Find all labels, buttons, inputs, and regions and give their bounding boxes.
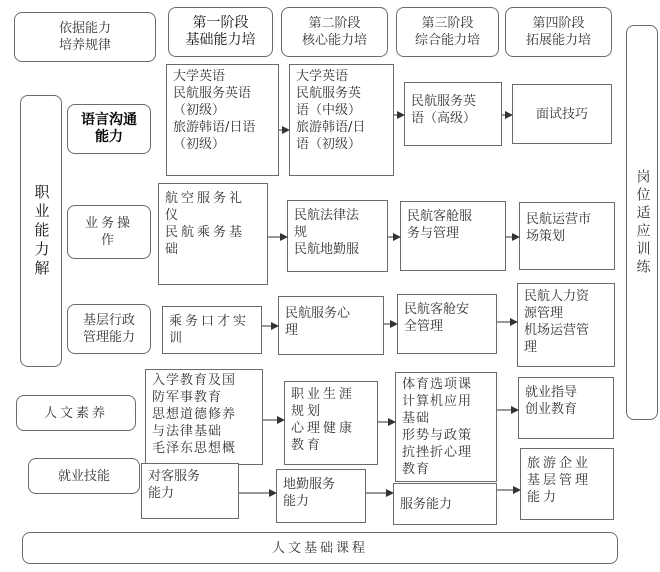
- course-line: 教育: [402, 462, 431, 477]
- business-stage4-courses: [519, 202, 615, 270]
- stage3-line2: 综合能力培: [414, 33, 480, 48]
- row-business-label-line1: 业务操: [84, 216, 133, 231]
- course-line: 民航地勤服: [294, 242, 360, 257]
- course-line: 大学英语: [296, 69, 349, 84]
- employment-stage2-courses: [276, 469, 366, 523]
- row-admin-label-line2: 管理能力: [82, 330, 135, 345]
- stage4-line2: 拓展能力培: [525, 33, 591, 48]
- training-law-line1: 依据能力: [58, 21, 111, 36]
- language-stage3-courses: [404, 82, 502, 146]
- stage2-header: [281, 7, 388, 57]
- course-line: 服务能力: [400, 497, 453, 512]
- course-line: 思想道德修养: [152, 407, 237, 422]
- course-line: 心理健康: [291, 421, 356, 436]
- row-business-label-line2: 作: [100, 233, 117, 248]
- stage1-line2: 基础能力培: [185, 32, 256, 48]
- row-language-label: [67, 104, 151, 154]
- employment-stage3-courses: [393, 483, 497, 525]
- course-line: 体育选项课: [402, 377, 473, 392]
- row-language-label-line2: 能力: [95, 129, 123, 145]
- course-line: 场策划: [526, 229, 566, 244]
- stage2-line1: 第二阶段: [308, 16, 361, 31]
- course-line: 民航客舱服: [407, 209, 473, 224]
- course-line: 仪: [165, 208, 182, 223]
- stage4-header: [505, 7, 612, 57]
- course-line: 础: [165, 242, 182, 257]
- business-stage3-courses: [400, 201, 506, 271]
- course-line: 面试技巧: [535, 106, 588, 122]
- humanities-foundation-courses-bar: [22, 532, 618, 564]
- course-line: 民航法律法: [294, 208, 360, 223]
- course-line: （初级）: [173, 137, 226, 152]
- course-line: 大学英语: [173, 69, 226, 84]
- training-law-line2: 培养规律: [58, 38, 111, 53]
- stage2-line2: 核心能力培: [301, 33, 367, 48]
- career-ability-label: [20, 95, 62, 367]
- course-line: 形势与政策: [402, 428, 473, 443]
- business-stage1-courses: [158, 183, 268, 285]
- course-line: 民航客舱安: [404, 302, 470, 317]
- course-line: 入学教育及国: [152, 373, 237, 388]
- row-business-label: [67, 205, 151, 259]
- course-line: 语（高级）: [411, 111, 477, 126]
- row-employment-label: [28, 458, 140, 494]
- language-stage1-courses: [166, 64, 279, 176]
- humanities-stage3-courses: [395, 372, 497, 482]
- course-line: 务与管理: [407, 226, 460, 241]
- course-line: 乘务口才实: [169, 314, 250, 329]
- stage3-header: [396, 7, 499, 57]
- course-line: 语（中级）: [296, 103, 362, 118]
- course-line: 机场运营管: [524, 323, 590, 338]
- course-line: 能力: [527, 490, 560, 505]
- course-line: 基础: [402, 411, 431, 426]
- admin-stage1-courses: [162, 306, 262, 354]
- admin-stage2-courses: [278, 296, 384, 355]
- course-line: 创业教育: [525, 402, 578, 417]
- stage4-line1: 第四阶段: [532, 16, 585, 31]
- job-adaptation-text: 岗位适应训练: [634, 168, 651, 277]
- course-line: 毛泽东思想概: [152, 441, 237, 456]
- admin-stage3-courses: [397, 294, 497, 354]
- language-stage2-courses: [289, 64, 394, 176]
- footer-text: 人文基础课程: [271, 540, 368, 556]
- course-line: 航空服务礼: [165, 191, 246, 206]
- stage3-line1: 第三阶段: [421, 16, 474, 31]
- course-line: 民航服务英: [296, 86, 362, 101]
- career-ability-text: 职业能力解: [32, 183, 51, 279]
- row-humanities-label: [16, 395, 136, 431]
- row-language-label-line1: 语言沟通: [81, 112, 137, 128]
- course-line: 能力: [148, 486, 175, 501]
- course-line: 理: [524, 340, 538, 355]
- course-line: 旅游韩语/日语: [173, 120, 256, 135]
- course-line: 民航人力资: [524, 289, 590, 304]
- course-line: 对客服务: [148, 469, 201, 484]
- row-admin-label: [67, 304, 151, 354]
- course-line: 民航服务心: [285, 306, 351, 321]
- row-admin-label-line1: 基层行政: [82, 313, 135, 328]
- course-line: 基层管理: [527, 473, 592, 488]
- row-humanities-label-text: 人文素养: [43, 405, 108, 421]
- course-line: 教育: [291, 438, 324, 453]
- course-line: 规: [294, 225, 308, 240]
- employment-stage4-courses: [520, 448, 614, 520]
- stage1-header: [168, 7, 273, 57]
- course-line: 源管理: [524, 306, 564, 321]
- humanities-stage4-courses: [518, 377, 614, 439]
- row-employment-label-text: 就业技能: [57, 468, 110, 484]
- language-stage4-courses: [512, 84, 612, 144]
- course-line: 与法律基础: [152, 424, 223, 439]
- course-line: 就业指导: [525, 385, 578, 400]
- job-adaptation-label: [626, 25, 658, 420]
- course-line: 防军事教育: [152, 390, 223, 405]
- employment-stage1-courses: [141, 463, 239, 519]
- course-line: 抗挫折心理: [402, 445, 473, 460]
- course-line: 旅游韩语/日: [296, 120, 366, 135]
- course-line: 计算机应用: [402, 394, 473, 409]
- admin-stage4-courses: [517, 283, 615, 367]
- course-line: （初级）: [173, 103, 226, 118]
- course-line: 职业生涯: [291, 387, 356, 402]
- humanities-stage2-courses: [284, 381, 378, 465]
- course-line: 规划: [291, 404, 324, 419]
- course-line: 民航乘务基: [165, 225, 246, 240]
- humanities-stage1-courses: [145, 369, 263, 465]
- course-line: 理: [285, 323, 299, 338]
- course-line: 民航服务英语: [173, 86, 252, 101]
- course-line: 全管理: [404, 319, 444, 334]
- course-line: 旅游企业: [527, 456, 592, 471]
- business-stage2-courses: [287, 200, 388, 272]
- course-line: 地勤服务: [283, 477, 336, 492]
- stage1-line1: 第一阶段: [192, 15, 249, 31]
- course-line: 训: [169, 331, 186, 346]
- course-line: 民航运营市: [526, 212, 592, 227]
- course-line: 语（初级）: [296, 137, 362, 152]
- training-law-box: [14, 12, 156, 62]
- course-line: 民航服务英: [411, 94, 477, 109]
- course-line: 能力: [283, 494, 310, 509]
